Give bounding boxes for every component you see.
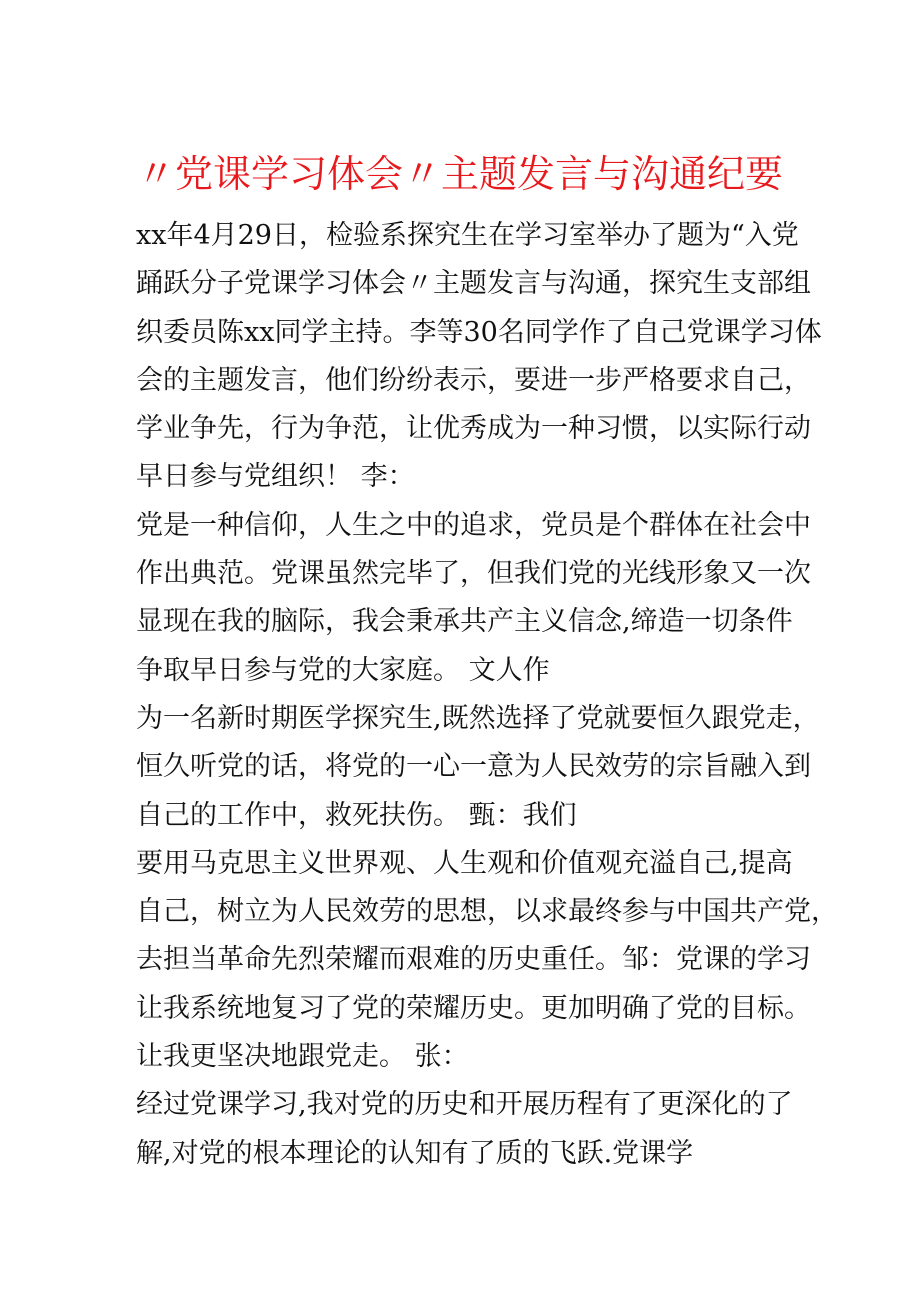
body-line-13: 自己的工作中，救死扶伤。 甄：我们 — [136, 799, 577, 831]
body-line-4: 会的主题发言，他们纷纷表示，要进一步严格要求自己， — [136, 364, 811, 396]
body-line-1: xx年4月29日，检验系探究生在学习室举办了题为“入党 — [136, 220, 799, 251]
document-title: 〃党课学习体会〃主题发言与沟通纪要 — [136, 152, 783, 196]
body-line-18: 让我更坚决地跟党走。 张： — [136, 1041, 469, 1073]
body-line-12: 恒久听党的话，将党的一心一意为人民效劳的宗旨融入到 — [136, 751, 811, 783]
body-line-11: 为一名新时期医学探究生,既然选择了党就要恒久跟党走， — [136, 702, 820, 734]
document-body — [136, 212, 838, 1178]
body-line-16: 去担当革命先烈荣耀而艰难的历史重任。邹：党课的学习 — [136, 944, 811, 976]
body-line-10: 争取早日参与党的大家庭。 文人作 — [136, 654, 550, 686]
body-line-8: 作出典范。党课虽然完毕了，但我们党的光线形象又一次 — [136, 558, 811, 590]
body-line-3: 织委员陈xx同学主持。李等30名同学作了自己党课学习体 — [136, 316, 822, 348]
body-line-17: 让我系统地复习了党的荣耀历史。更加明确了党的目标。 — [136, 992, 811, 1024]
body-line-20: 解,对党的根本理论的认知有了质的飞跃.党课学 — [136, 1137, 694, 1169]
body-line-7: 党是一种信仰，人生之中的追求，党员是个群体在社会中 — [136, 509, 811, 541]
body-line-9: 显现在我的脑际，我会秉承共产主义信念,缔造一切条件 — [136, 606, 793, 638]
body-line-2: 踊跃分子党课学习体会〃主题发言与沟通，探究生支部组 — [136, 268, 811, 300]
body-line-15: 自己，树立为人民效劳的思想，以求最终参与中国共产党， — [136, 896, 838, 928]
body-line-5: 学业争先，行为争范，让优秀成为一种习惯，以实际行动 — [136, 413, 811, 445]
body-line-6: 早日参与党组织！ 李： — [136, 461, 415, 493]
body-line-14: 要用马克思主义世界观、人生观和价值观充溢自己,提高 — [136, 847, 793, 879]
body-line-19: 经过党课学习,我对党的历史和开展历程有了更深化的了 — [136, 1089, 793, 1121]
